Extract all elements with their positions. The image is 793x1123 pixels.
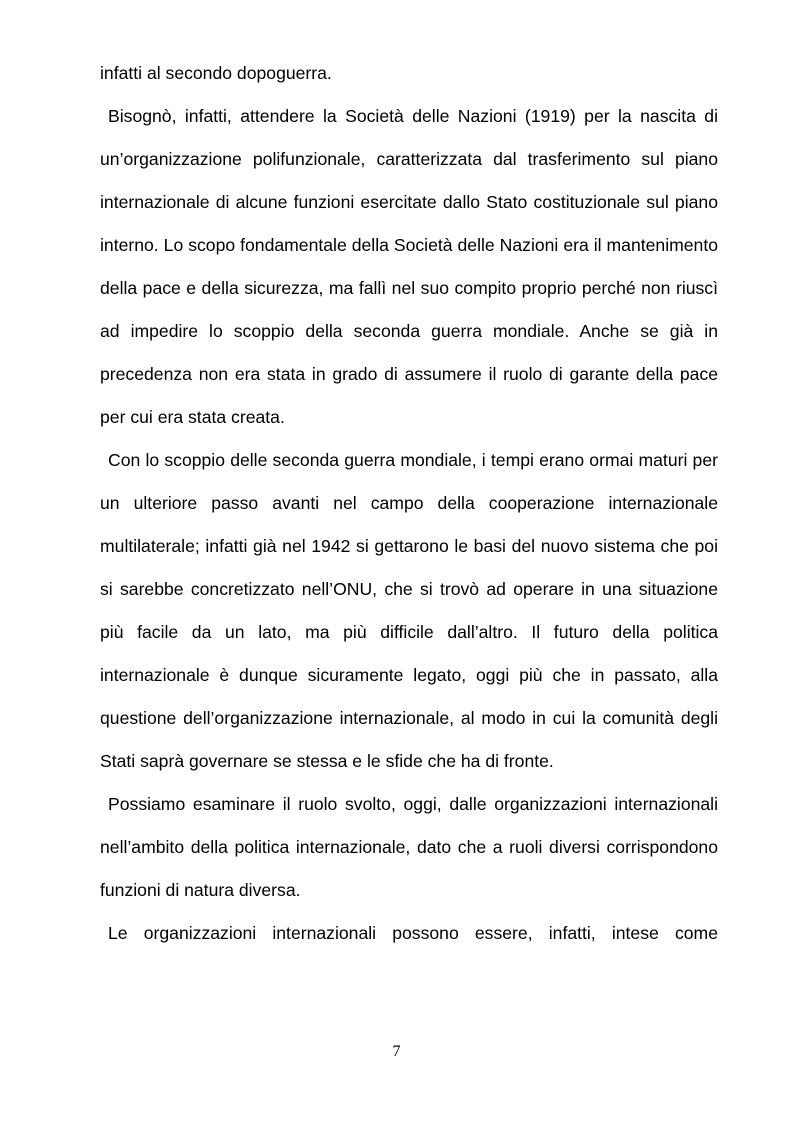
paragraph: Le organizzazioni internazionali possono essere, infatti, intese come xyxy=(108,923,718,943)
paragraph: infatti al secondo dopoguerra. xyxy=(100,63,332,83)
paragraph: Possiamo esaminare il ruolo svolto, oggi, dalle organizzazioni internazionali nell’ambito della politica internazionale, dato che a ruoli diversi corrispondono funzioni di natura diversa. xyxy=(100,794,718,900)
paragraph: Con lo scoppio delle seconda guerra mondiale, i tempi erano ormai maturi per un ulteriore passo avanti nel campo della cooperazione internazionale multilaterale; infatti già nel 1942 si gettarono le basi del nuovo sistema che poi si sarebbe concretizzato nell’ONU, che si trovò ad operare in una situazione più facile da un lato, ma più difficile dall’altro. Il futuro della politica internazionale è dunque sicuramente legato, oggi più che in passato, alla questione dell’organizzazione internazionale, al modo in cui la comunità degli Stati saprà governare se stessa e le sfide che ha di fronte. xyxy=(100,450,718,771)
document-body xyxy=(100,52,718,955)
paragraph: Bisognò, infatti, attendere la Società delle Nazioni (1919) per la nascita di un’organizzazione polifunzionale, caratterizzata dal trasferimento sul piano internazionale di alcune funzioni esercitate dallo Stato costituzionale sul piano interno. Lo scopo fondamentale della Società delle Nazioni era il mantenimento della pace e della sicurezza, ma fallì nel suo compito proprio perché non riuscì ad impedire lo scoppio della seconda guerra mondiale. Anche se già in precedenza non era stata in grado di assumere il ruolo di garante della pace per cui era stata creata. xyxy=(100,106,718,427)
page-number: 7 xyxy=(392,1043,401,1060)
